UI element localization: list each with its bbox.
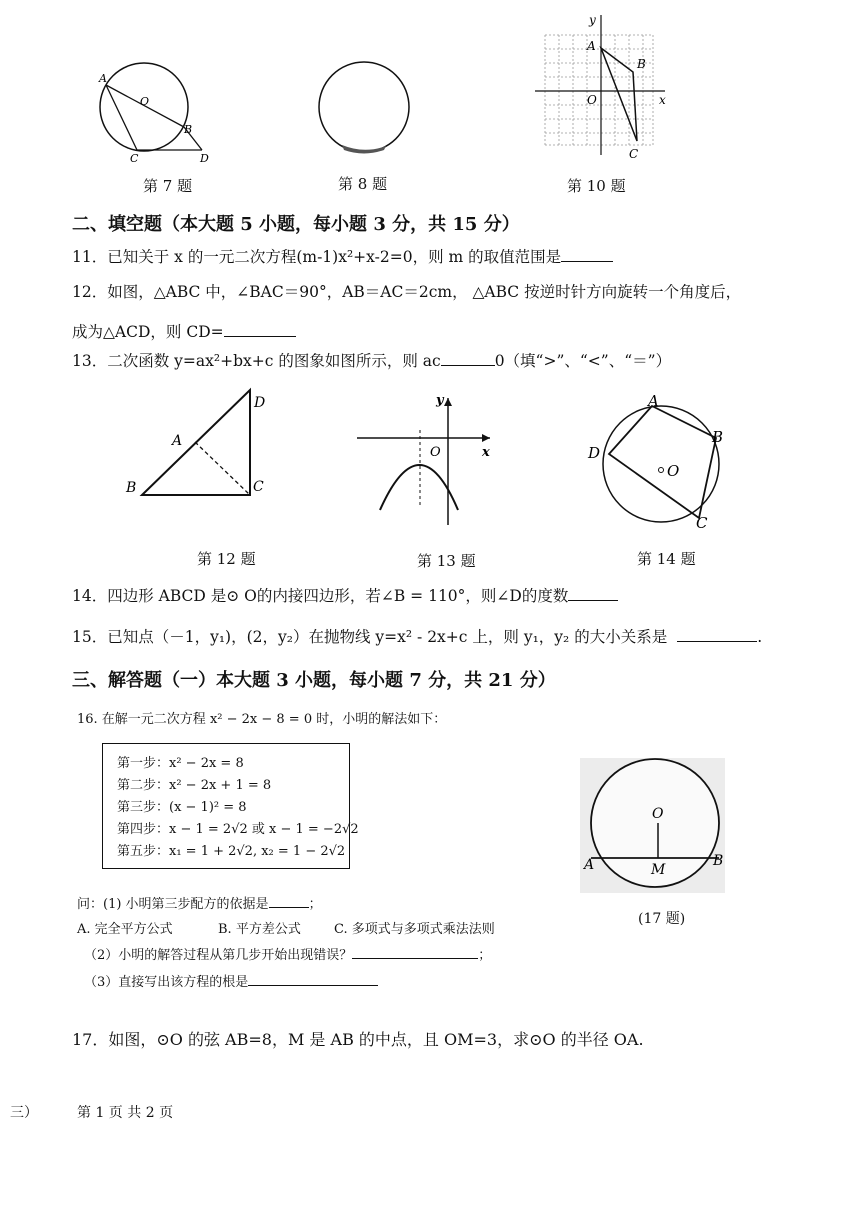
answer-blank-16-3 xyxy=(248,974,378,986)
fig17-label-o: O xyxy=(652,806,664,822)
option-b: B. 平方差公式 xyxy=(218,922,301,937)
solution-steps-box xyxy=(102,743,359,869)
footer-left-mark: 三） xyxy=(10,1105,38,1121)
fig17-label-m: M xyxy=(651,862,666,878)
step-5: 第五步：x₁ = 1 + 2√2, x₂ = 1 − 2√2 xyxy=(117,844,346,859)
page-number: 第 1 页 共 2 页 xyxy=(77,1105,174,1121)
question-17: 17．如图，⊙O 的弦 AB=8，M 是 AB 的中点，且 OM=3，求⊙O 的半径 OA. xyxy=(72,1030,644,1049)
caption-q12: 第 12 题 xyxy=(197,550,256,568)
fig7-label-d: D xyxy=(200,152,209,165)
fig10-label-x: x xyxy=(659,93,666,107)
question-12-text: 成为△ACD，则 CD= xyxy=(72,323,224,341)
fig13-label-x: x xyxy=(482,445,490,460)
answer-blank-12 xyxy=(224,322,296,337)
figure-q12 xyxy=(120,385,270,505)
caption-q13: 第 13 题 xyxy=(417,552,476,570)
question-16-ask3-text: （3）直接写出该方程的根是 xyxy=(84,975,249,990)
step-3: 第三步：(x − 1)² = 8 xyxy=(117,800,247,815)
question-15 xyxy=(72,625,762,647)
answer-blank-16-2 xyxy=(352,947,478,959)
question-16-ask3 xyxy=(84,971,378,990)
fig10-label-a: A xyxy=(587,39,596,53)
section2-title: 二、填空题（本大题 5 小题，每小题 3 分，共 15 分） xyxy=(72,214,520,235)
fig14-label-d: D xyxy=(588,444,601,462)
fig14-label-c: C xyxy=(696,514,708,532)
fig13-label-y: y xyxy=(436,393,444,408)
fig7-label-o: O xyxy=(140,95,150,108)
option-c: C. 多项式与多项式乘法法则 xyxy=(334,922,495,937)
answer-blank-13 xyxy=(441,351,495,366)
answer-blank-14 xyxy=(568,586,618,601)
caption-q14: 第 14 题 xyxy=(637,550,696,568)
fig10-label-c: C xyxy=(629,147,639,161)
question-12-line1: 12．如图，△ABC 中，∠BAC＝90°，AB＝AC＝2cm， △ABC 按逆时针方向旋转一个角度后， xyxy=(72,283,742,301)
caption-q10: 第 10 题 xyxy=(567,177,626,195)
question-16-ask2-end: ； xyxy=(478,948,492,963)
question-15-text: 15．已知点（－1，y₁)，(2，y₂）在抛物线 y=x² - 2x+c 上，则 y₁，y₂ 的大小关系是 xyxy=(72,628,668,646)
caption-q17: (17 题) xyxy=(638,911,686,927)
figure-q8 xyxy=(312,60,417,160)
option-a: A. 完全平方公式 xyxy=(77,922,173,937)
figure-q13 xyxy=(352,390,502,530)
answer-blank-16-1 xyxy=(269,896,309,908)
question-13-text-b: 0（填“>”、“<”、“＝”） xyxy=(494,352,672,370)
question-16-ask1-end: ； xyxy=(308,897,322,912)
fig10-label-o: O xyxy=(587,93,597,107)
caption-q8: 第 8 题 xyxy=(338,175,388,193)
fig17-label-a: A xyxy=(584,857,595,873)
question-11 xyxy=(72,245,613,267)
question-16-ask1 xyxy=(77,893,322,912)
question-11-text: 11．已知关于 x 的一元二次方程(m-1)x²+x-2=0，则 m 的取值范围是 xyxy=(72,248,562,266)
question-13 xyxy=(72,349,671,371)
fig10-label-b: B xyxy=(637,57,646,71)
answer-blank-15 xyxy=(677,627,757,642)
fig12-label-b: B xyxy=(126,480,137,496)
question-15-end: . xyxy=(757,628,763,646)
fig12-label-c: C xyxy=(253,479,264,495)
figure-q17 xyxy=(580,758,725,893)
fig7-label-b: B xyxy=(184,123,193,136)
question-14 xyxy=(72,584,618,606)
fig10-label-y: y xyxy=(589,13,596,27)
fig7-label-a: A xyxy=(99,72,107,85)
fig17-label-b: B xyxy=(713,853,724,869)
figure-q10 xyxy=(525,10,675,165)
fig14-label-o: O xyxy=(667,462,680,480)
step-4: 第四步：x − 1 = 2√2 或 x − 1 = −2√2 xyxy=(117,822,359,837)
figure-q7 xyxy=(90,60,230,170)
question-16-ask1-text: 问：(1) 小明第三步配方的依据是 xyxy=(77,897,269,912)
fig13-label-o: O xyxy=(430,445,441,460)
answer-blank-11 xyxy=(561,247,613,262)
question-16-ask2-text: （2）小明的解答过程从第几步开始出现错误？ xyxy=(84,948,353,963)
caption-q7: 第 7 题 xyxy=(143,177,193,195)
fig12-label-d: D xyxy=(254,395,266,411)
section3-title: 三、解答题（一）本大题 3 小题，每小题 7 分，共 21 分） xyxy=(72,670,556,691)
fig14-label-a: A xyxy=(648,392,659,410)
step-2: 第二步：x² − 2x + 1 = 8 xyxy=(117,778,272,793)
figure-q14 xyxy=(585,390,735,535)
question-13-text-a: 13．二次函数 y=ax²+bx+c 的图象如图所示，则 ac xyxy=(72,352,441,370)
fig12-label-a: A xyxy=(172,433,183,449)
question-14-text: 14．四边形 ABCD 是⊙ O的内接四边形，若∠B = 110°，则∠D的度数 xyxy=(72,587,569,605)
fig14-label-b: B xyxy=(712,428,724,446)
question-16-ask2 xyxy=(84,944,491,963)
question-12-line2 xyxy=(72,320,296,342)
fig7-label-c: C xyxy=(130,152,139,165)
question-16-intro: 16. 在解一元二次方程 x² − 2x − 8 = 0 时，小明的解法如下： xyxy=(77,712,447,727)
step-1: 第一步：x² − 2x = 8 xyxy=(117,756,244,771)
